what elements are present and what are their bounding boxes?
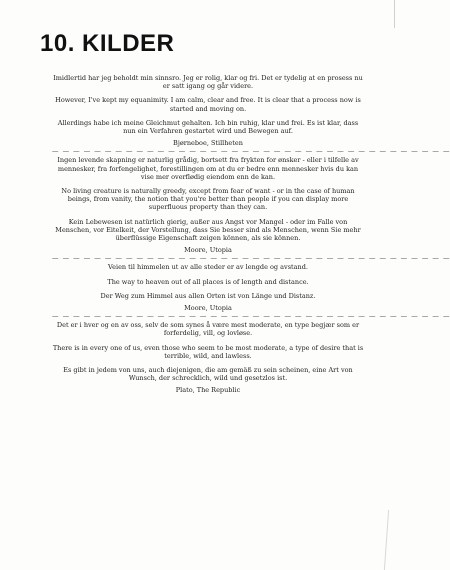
citation: Moore, Utopia <box>184 246 232 255</box>
quote-paragraph: Imidlertid har jeg beholdt min sinnsro. Jeg er rolig, klar og fri. Det er tydelig at en prosess nu er satt igang og går videre. <box>53 74 363 91</box>
quote-paragraph: Veien til himmelen ut av alle steder er av lengde og avstand. <box>108 263 308 272</box>
quote-paragraph: No living creature is naturally greedy, except from fear of want - or in the case of human beings, from vanity, the notion that you're better than people if you can display more superfluous property than they can. <box>61 187 355 212</box>
scan-mark <box>394 0 395 28</box>
quote-paragraph: Det er i hver og en av oss, selv de som synes å være mest moderate, en type begjær som er forferdelig, vill, og lovløse. <box>56 321 360 338</box>
citation: Plato, The Republic <box>175 386 241 395</box>
quote-paragraph: The way to heaven out of all places is of length and distance. <box>107 277 309 286</box>
quote-paragraph: Kein Lebewesen ist natürlich gierig, außer aus Angst vor Mangel - oder im Falle von Menschen, vor Eitelkeit, der Vorstellung, dass Sie besser sind als Menschen, wenn Sie mehr überflüssige Eigenschaft zeigen können, als sie können. <box>55 217 361 243</box>
separator-line: — — — — — — — — — — — — — — — — — — — — — — — — — — — — — — — — — — — — — — <box>52 312 450 321</box>
quote-paragraph: Der Weg zum Himmel aus allen Orten ist von Länge und Distanz. <box>100 291 316 300</box>
page-title: 10. KILDER <box>40 30 175 57</box>
quote-paragraph: Es gibt in jedem von uns, auch diejenigen, die am gemäß zu sein scheinen, eine Art von Wunsch, der schrecklich, wild und gesetzlos ist. <box>63 366 353 383</box>
separator-line: — — — — — — — — — — — — — — — — — — — — — — — — — — — — — — — — — — — — — — <box>52 254 450 263</box>
separator-line: — — — — — — — — — — — — — — — — — — — — — — — — — — — — — — — — — — — — — — <box>52 147 450 156</box>
quote-paragraph: Ingen levende skapning er naturlig grådig, bortsett fra frykten for ønsker - eller i tilfelle av mennesker, fra forfengelighet, forestillingen om at du er bedre enn mennesker hvis du kan vise mer overflødig eiendom enn de kan. <box>57 156 359 181</box>
quotes-content <box>52 74 450 396</box>
scan-mark <box>384 510 395 570</box>
quote-paragraph: There is in every one of us, even those who seem to be most moderate, a type of desire that is terrible, wild, and lawless. <box>52 343 364 360</box>
quote-paragraph: However, I've kept my equanimity. I am calm, clear and free. It is clear that a process now is started and moving on. <box>55 96 361 113</box>
quote-paragraph: Allerdings habe ich meine Gleichmut gehalten. Ich bin ruhig, klar und frei. Es ist klar, dass nun ein Verfahren gestartet wird und Bewegen auf. <box>57 118 359 136</box>
citation: Moore, Utopia <box>184 304 232 313</box>
citation: Bjørneboe, Stillheten <box>173 139 243 148</box>
